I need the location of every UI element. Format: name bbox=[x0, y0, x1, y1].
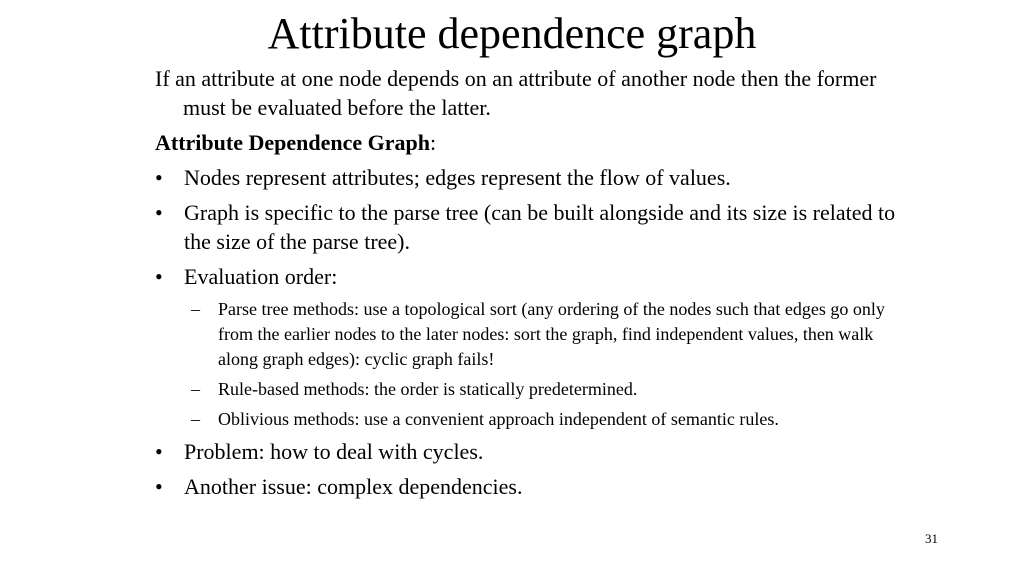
sub-bullet-text: Rule-based methods: the order is statically predetermined. bbox=[218, 379, 638, 399]
sub-bullet-item bbox=[155, 407, 900, 432]
bullet-text: Problem: how to deal with cycles. bbox=[184, 439, 484, 464]
section-heading bbox=[155, 128, 900, 157]
bullet-text: Graph is specific to the parse tree (can be built alongside and its size is related to the size of the parse tree). bbox=[184, 200, 896, 254]
dash-icon: – bbox=[191, 409, 200, 429]
bullet-text: Nodes represent attributes; edges represent the flow of values. bbox=[184, 165, 731, 190]
dash-icon: – bbox=[191, 299, 200, 319]
page-number: 31 bbox=[925, 531, 938, 546]
bullet-icon: • bbox=[155, 474, 163, 499]
intro-paragraph: If an attribute at one node depends on an attribute of another node then the former must be evaluated before the latter. bbox=[155, 66, 877, 120]
dash-icon: – bbox=[191, 379, 200, 399]
sub-bullet-item bbox=[155, 297, 900, 372]
bullet-item bbox=[155, 262, 900, 291]
section-heading-colon: : bbox=[429, 130, 437, 155]
bullet-item bbox=[155, 437, 900, 466]
bullet-icon: • bbox=[155, 439, 163, 464]
sub-bullet-text: Parse tree methods: use a topological sort (any ordering of the nodes such that edges go only from the earlier nodes to the later nodes: sort the graph, find independent values, then walk along graph edges): cyclic graph fails! bbox=[218, 299, 885, 369]
slide-title: Attribute dependence graph bbox=[267, 9, 757, 58]
slide-body bbox=[155, 64, 900, 507]
bullet-item bbox=[155, 198, 900, 256]
sub-bullet-text: Oblivious methods: use a convenient approach independent of semantic rules. bbox=[218, 409, 779, 429]
bullet-text: Another issue: complex dependencies. bbox=[184, 474, 523, 499]
bullet-icon: • bbox=[155, 200, 163, 225]
bullet-item bbox=[155, 163, 900, 192]
bullet-icon: • bbox=[155, 264, 163, 289]
sub-bullet-item bbox=[155, 377, 900, 402]
section-heading-bold: Attribute Dependence Graph bbox=[155, 130, 430, 155]
bullet-item bbox=[155, 472, 900, 501]
bullet-icon: • bbox=[155, 165, 163, 190]
bullet-text: Evaluation order: bbox=[184, 264, 338, 289]
